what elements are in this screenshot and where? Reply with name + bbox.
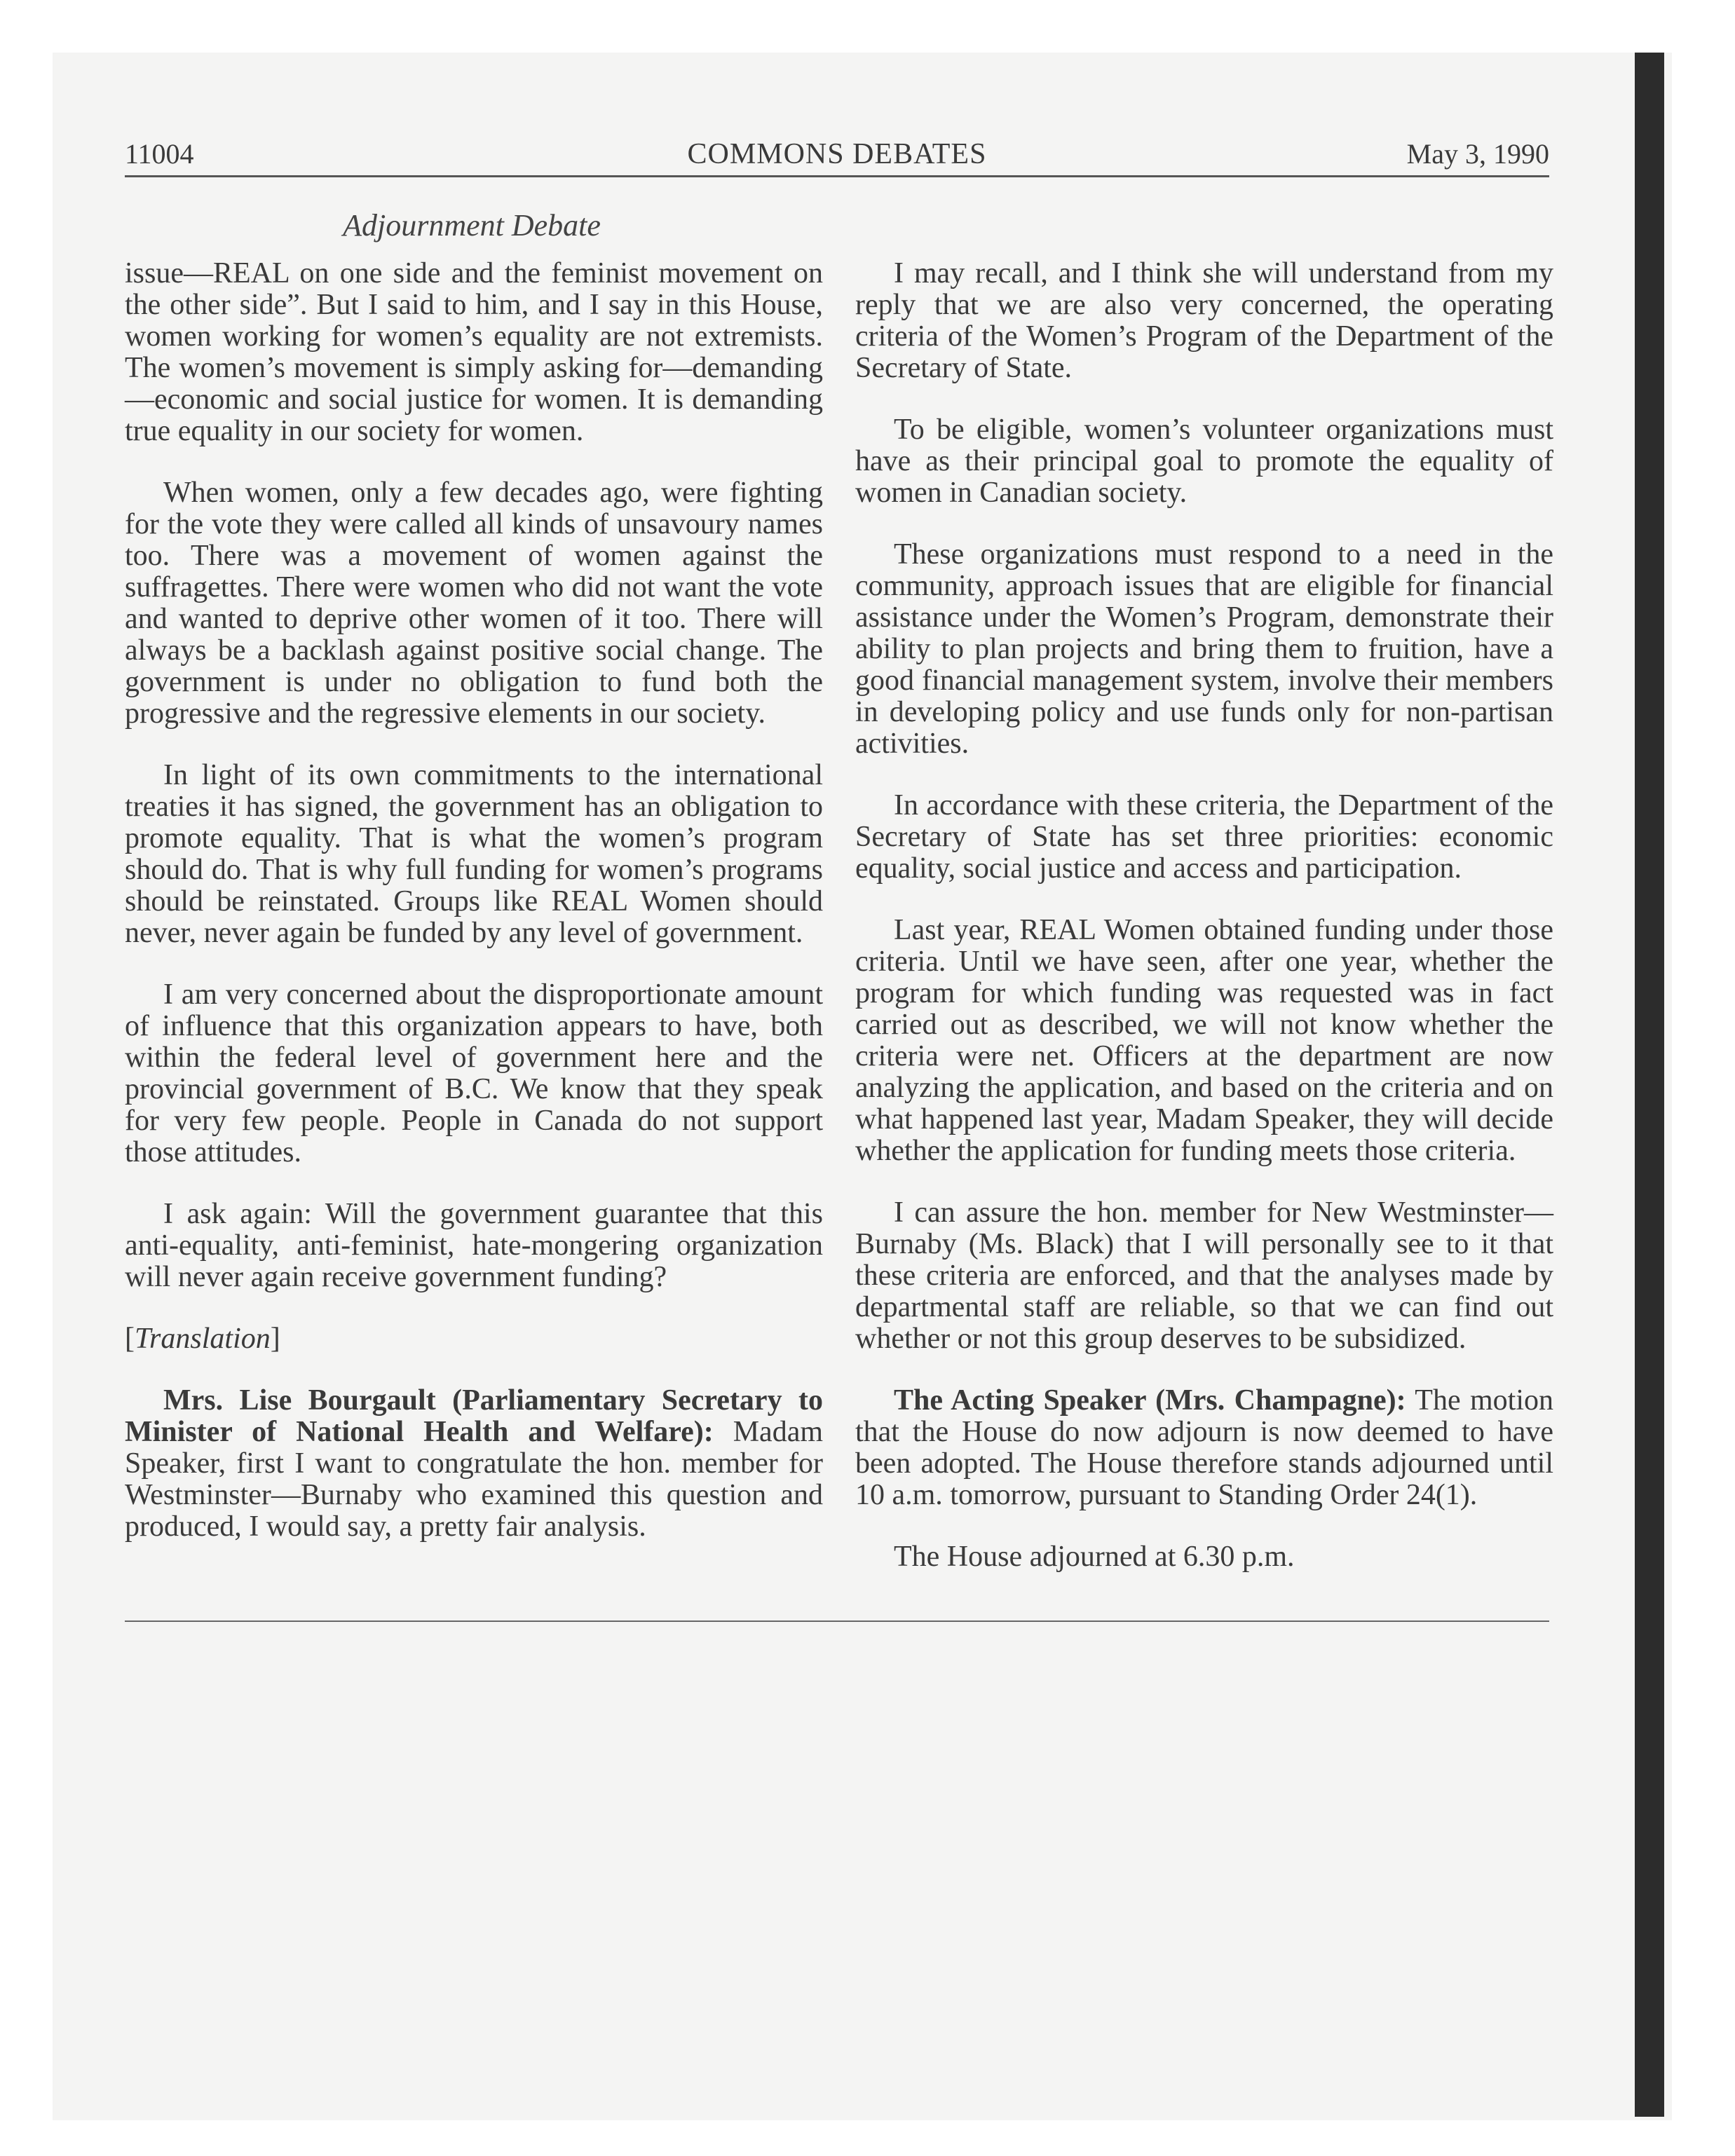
speech-paragraph: [855, 1385, 1553, 1511]
speech-text: The motion that the House do now adjourn is now deemed to have been adopted. The House therefore stands adjourned until 10 a.m. tomorrow, pursuant to Standing Order 24(1).: [855, 1384, 1554, 1511]
publication-date: May 3, 1990: [1406, 138, 1549, 170]
footer-rule: [125, 1621, 1549, 1622]
speech-text: Madam Speaker, first I want to congratulate the hon. member for Westminster—Burnaby who examined this question and produced, I would say, a pretty fair analysis.: [125, 1416, 824, 1543]
header-rule: [125, 175, 1549, 177]
speaker-name: Mrs. Lise Bourgault (Parliamentary Secretary to Minister of National Health and Welfare):: [125, 1384, 823, 1448]
translation-note: [125, 1323, 823, 1355]
paragraph: In accordance with these criteria, the Department of the Secretary of State has set three priorities: economic equality, social justice and access and participation.: [855, 789, 1553, 885]
left-column: [125, 258, 823, 1573]
paragraph: In light of its own commitments to the international treaties it has signed, the government has an obligation to promote equality. That is what the women’s program should do. That is why full funding for women’s programs should be reinstated. Groups like REAL Women should never, never again be funded by any level of government.: [125, 759, 823, 949]
paragraph: To be eligible, women’s volunteer organizations must have as their principal goal to promote the equality of women in Canadian society.: [855, 414, 1553, 509]
paragraph: I ask again: Will the government guarantee that this anti-equality, anti-feminist, hate-mongering organization will never again receive government funding?: [125, 1198, 823, 1293]
bracket-open: [: [125, 1323, 135, 1355]
paragraph: issue—REAL on one side and the feminist movement on the other side”. But I said to him, and I say in this House, women working for women’s equality are not extremists. The women’s movement is simply asking for—demanding—economic and social justice for women. It is demanding true equality in our society for women.: [125, 257, 823, 447]
translation-label: Translation: [135, 1323, 271, 1355]
speech-paragraph: [125, 1385, 823, 1543]
paragraph: When women, only a few decades ago, were fighting for the vote they were called all kinds of unsavoury names too. There was a movement of women against the suffragettes. There were women who did not want the vote and wanted to deprive other women of it too. There will always be a backlash against positive social change. The government is under no obligation to fund both the progressive and the regressive elements in our society.: [125, 477, 823, 730]
page-number: 11004: [125, 138, 194, 170]
section-title: Adjournment Debate: [343, 208, 601, 243]
publication-title: COMMONS DEBATES: [687, 138, 987, 170]
page-header: [125, 137, 1549, 178]
paragraph: I am very concerned about the disproportionate amount of influence that this organization appears to have, both within the federal level of government here and the provincial government of B.C. We know that they speak for very few people. People in Canada do not support those attitudes.: [125, 978, 823, 1168]
speaker-name: The Acting Speaker (Mrs. Champagne):: [894, 1384, 1406, 1417]
paragraph: I can assure the hon. member for New Westminster—Burnaby (Ms. Black) that I will personally see to it that these criteria are enforced, and that the analyses made by departmental staff are reliable, so that we can find out whether or not this group deserves to be subsidized.: [855, 1196, 1553, 1355]
bracket-close: ]: [270, 1323, 280, 1355]
scan-edge-shadow: [1635, 53, 1664, 2117]
paragraph: Last year, REAL Women obtained funding under those criteria. Until we have seen, after one year, whether the program for which funding was requested was in fact carried out as described, we will not know whether the criteria were net. Officers at the department are now analyzing the application, and based on the criteria and on what happened last year, Madam Speaker, they will decide whether the application for funding meets those criteria.: [855, 914, 1553, 1167]
paragraph: I may recall, and I think she will understand from my reply that we are also very concerned, the operating criteria of the Women’s Program of the Department of the Secretary of State.: [855, 257, 1553, 384]
paragraph: These organizations must respond to a need in the community, approach issues that are eligible for financial assistance under the Women’s Program, demonstrate their ability to plan projects and bring them to fruition, have a good financial management system, involve their members in developing policy and use funds only for non-partisan activities.: [855, 538, 1553, 760]
paragraph: The House adjourned at 6.30 p.m.: [894, 1541, 1295, 1573]
right-column: [855, 258, 1553, 1603]
